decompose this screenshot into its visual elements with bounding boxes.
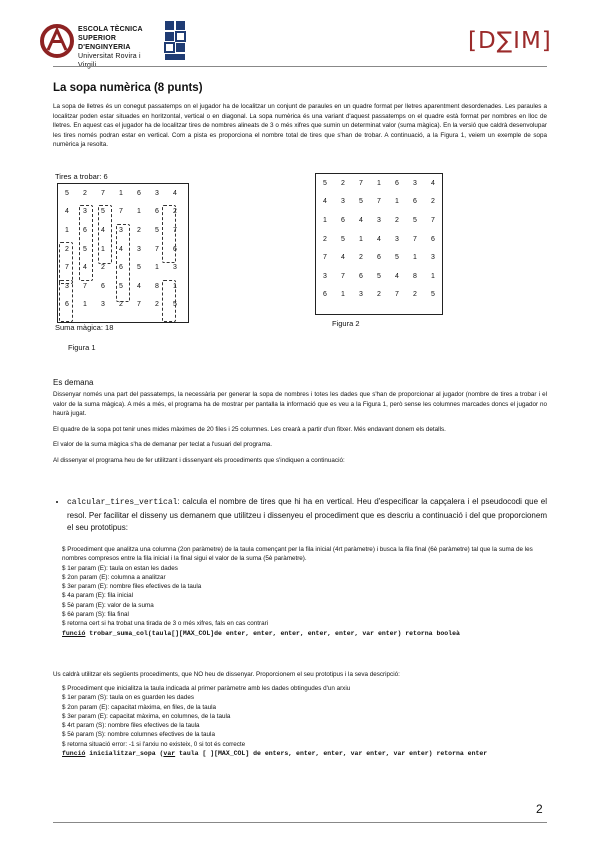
grid-cell: 2: [395, 216, 399, 224]
es-demana-block: [53, 390, 547, 466]
code-comment-line: $ 3er param (E): nombre files efectives de la taula: [62, 583, 202, 591]
grid-cell: 7: [431, 216, 435, 224]
grid-cell: 4: [101, 226, 105, 234]
code2-kw: funció: [62, 750, 86, 758]
es-demana-p1: Dissenyar només una part del passatemps, la necessària per generar la sopa de nombres i totes les dades que s'han de proporcionar al jugador (nombre de tires a trobar i el valor de la suma màgica). A més a més, el programa ha de mostrar per pantalla la informació que es veu a la Figura 1, però sense les columnes marcades doncs el jugador no haurà jugat.: [53, 391, 547, 418]
grid-cell: 5: [119, 282, 123, 290]
grid-cell: 5: [173, 301, 177, 309]
bullet-item: [67, 496, 547, 535]
grid-cell: 4: [431, 179, 435, 187]
grid-cell: 1: [119, 189, 123, 197]
code-comment-line: $ 6è param (S): fila final: [62, 611, 129, 619]
grid-cell: 7: [323, 254, 327, 262]
intro-block: [53, 102, 547, 150]
grid-cell: 3: [101, 301, 105, 309]
grid-cell: 6: [341, 216, 345, 224]
grid-cell: 2: [359, 254, 363, 262]
grid-cell: 6: [323, 291, 327, 299]
grid-cell: 2: [341, 179, 345, 187]
grid-cell: 6: [395, 179, 399, 187]
figure2-caption: Figura 2: [332, 319, 360, 328]
page-number: 2: [536, 802, 543, 816]
grid-cell: 5: [323, 179, 327, 187]
code-comment-line: $ 5è param (E): valor de la suma: [62, 601, 154, 609]
es-demana-p4: Al dissenyar el programa heu de fer utilitzant i dissenyant els procediments que s'indiquen a continuació:: [53, 456, 345, 464]
grid-cell: 4: [65, 208, 69, 216]
title-block: [53, 82, 547, 94]
grid-cell: 7: [377, 198, 381, 206]
code1-signature: [62, 629, 544, 638]
code-comment-line: $ 5è param (S): nombre columnes efectives de la taula: [62, 731, 215, 739]
grid-cell: 6: [65, 301, 69, 309]
grid-cell: 1: [101, 245, 105, 253]
code2-lines: [62, 684, 544, 749]
code-comment-line: $ 3er param (E): capacitat màxima, en columnes, de la taula: [62, 712, 231, 720]
grid-cell: 2: [173, 208, 177, 216]
header-divider: [53, 66, 547, 67]
es-demana-p3: El valor de la suma màgica s'ha de demanar per teclat a l'usuari del programa.: [53, 441, 273, 449]
grid-cell: 5: [395, 254, 399, 262]
grid-cell: 3: [341, 198, 345, 206]
code-block-1: [62, 545, 544, 638]
grid-cell: 3: [119, 226, 123, 234]
code2-sig-rest: taula [ ][MAX_COL] de enters, enter, enter, var enter, var enter) retorna enter: [175, 750, 488, 758]
code-comment-line: $ 4a param (E): fila inicial: [62, 592, 134, 600]
code1-sig-rest: trobar_suma_col(taula[][MAX_COL]de enter, enter, enter, enter, enter, var enter) retorna booleà: [85, 629, 460, 637]
grid-cell: 5: [341, 235, 345, 243]
grid-cell: 5: [359, 198, 363, 206]
page-title: La sopa numèrica (8 punts): [53, 82, 203, 94]
grid-cell: 2: [413, 291, 417, 299]
grid-cell: 5: [101, 208, 105, 216]
grid-cell: 5: [155, 226, 159, 234]
code-comment-line: $ Procediment que analitza una columna (2on paràmetre) de la taula començant per la fila inicial (4rt paràmetre) i busca la fila final (6è paràmetre) tal que la suma de les nombres compresos entre la fila inicial i la final sigui el valor de la suma (5è paràmetre).: [62, 546, 533, 563]
grid-cell: 4: [137, 282, 141, 290]
grid-cell: 6: [155, 208, 159, 216]
figure1-grid-box: [57, 183, 189, 323]
grid-cell: 6: [359, 272, 363, 280]
grid-cell: 3: [395, 235, 399, 243]
grid-cell: 7: [83, 282, 87, 290]
grid-cell: 7: [101, 189, 105, 197]
grid-cell: 4: [173, 189, 177, 197]
code-comment-line: $ 2on param (E): columna a analitzar: [62, 573, 166, 581]
code-block-2: [62, 684, 544, 758]
grid-cell: 6: [173, 245, 177, 253]
grid-cell: 3: [65, 282, 69, 290]
grid-cell: 2: [101, 264, 105, 272]
grid-cell: 7: [413, 235, 417, 243]
es-demana-heading: Es demana: [53, 378, 94, 387]
grid-cell: 4: [119, 245, 123, 253]
figure2-grid: [316, 174, 442, 304]
grid-cell: 5: [413, 216, 417, 224]
code-comment-line: $ Procediment que inicialitza la taula indicada al primer paràmetre amb les dades obtingudes d'un arxiu: [62, 685, 351, 692]
solution-mark: [162, 280, 176, 322]
solution-mark: [116, 224, 130, 302]
code1-kw: funció: [62, 629, 86, 637]
grid-cell: 2: [431, 198, 435, 206]
grid-cell: 8: [413, 272, 417, 280]
p5-block: [53, 670, 547, 680]
code-comment-line: $ 1er param (S): taula on es guarden les dades: [62, 694, 194, 702]
grid-cell: 7: [341, 272, 345, 280]
urv-logo-icon: [164, 20, 186, 62]
grid-cell: 5: [377, 272, 381, 280]
grid-cell: 3: [323, 272, 327, 280]
grid-cell: 1: [341, 291, 345, 299]
eset-line-2: D'ENGINYERIA: [78, 44, 131, 51]
footer-divider: [53, 822, 547, 823]
grid-cell: 3: [155, 189, 159, 197]
grid-cell: 3: [377, 216, 381, 224]
grid-cell: 3: [83, 208, 87, 216]
code-comment-line: $ 2on param (E): capacitat màxima, en files, de la taula: [62, 703, 217, 711]
eset-emblem-icon: [40, 24, 74, 58]
grid-cell: 3: [431, 254, 435, 262]
grid-cell: 3: [173, 264, 177, 272]
solution-mark: [59, 280, 73, 322]
grid-cell: 1: [137, 208, 141, 216]
solution-mark: [79, 205, 93, 281]
code-comment-line: $ 1er param (E): taula on estan les dades: [62, 564, 178, 572]
grid-cell: 8: [155, 282, 159, 290]
grid-cell: 1: [83, 301, 87, 309]
grid-cell: 2: [155, 301, 159, 309]
grid-cell: 6: [101, 282, 105, 290]
grid-cell: 4: [395, 272, 399, 280]
grid-cell: 6: [431, 235, 435, 243]
solution-mark: [162, 205, 176, 263]
grid-cell: 7: [395, 291, 399, 299]
grid-cell: 4: [359, 216, 363, 224]
suma-label: Suma màgica: 18: [55, 323, 114, 332]
grid-cell: 1: [395, 198, 399, 206]
grid-cell: 1: [173, 282, 177, 290]
grid-cell: 2: [377, 291, 381, 299]
grid-cell: 6: [377, 254, 381, 262]
solution-mark: [59, 242, 73, 284]
code2-signature: [62, 749, 544, 758]
solution-mark: [98, 205, 112, 264]
es-demana-p2: El quadre de la sopa pot tenir unes mides màximes de 20 files i 25 columnes. Les crearà a partir d'un fitxer. Més endavant donem els detalls.: [53, 425, 446, 433]
grid-cell: 6: [413, 198, 417, 206]
code2-sig-mid: inicialitzar_sopa (: [85, 750, 164, 758]
grid-cell: 5: [431, 291, 435, 299]
grid-cell: 4: [377, 235, 381, 243]
code-comment-line: $ 4rt param (S): nombre files efectives de la taula: [62, 722, 200, 730]
grid-cell: 1: [323, 216, 327, 224]
grid-cell: 7: [65, 264, 69, 272]
grid-cell: 5: [83, 245, 87, 253]
grid-cell: 4: [341, 254, 345, 262]
eset-text: [78, 25, 160, 70]
tires-label: Tires a trobar: 6: [55, 172, 108, 181]
grid-cell: 3: [413, 179, 417, 187]
eset-logo: [40, 22, 160, 69]
grid-cell: 3: [359, 291, 363, 299]
code-comment-line: $ retorna cert si ha trobat una tirada de 3 o més xifres, fals en cas contrari: [62, 620, 269, 628]
grid-cell: 7: [137, 301, 141, 309]
grid-cell: 2: [65, 245, 69, 253]
bullet-block: [53, 496, 547, 535]
bullet-text: : calcula el nombre de tires que hi ha en vertical. Heu d'especificar la capçalera i el pseudocodi que el resol. Per facilitar el disseny us demanem que utilitzeu i dissenyeu el procediment que es descriu a continuació i del que proporcionem el seu prototipus:: [67, 497, 547, 532]
eset-line-1: ESCOLA TÈCNICA SUPERIOR: [78, 26, 143, 42]
grid-cell: 7: [359, 179, 363, 187]
grid-cell: 6: [137, 189, 141, 197]
grid-cell: 7: [119, 208, 123, 216]
grid-cell: 1: [65, 226, 69, 234]
intro-paragraph: La sopa de lletres és un conegut passatemps on el jugador ha de localitzar un conjunt de paraules en un quadre format per lletres aparentment desordenades. Les paraules a localitzar poden estar situades en horitzontal, vertical o en diagonal. La sopa numèrica és una variant d'aquest passatemps on el quadre està format per nombres en lloc de lletres. En aquest cas el jugador ha de localitzar tires de nombres alineats de 3 o més xifres que sumin un determinat valor (suma màgica). En la versió que caldrà desenvolupar les tires només podran estar en vertical. Com a pista es proporciona el nombre total de tires que s'han de trobar. A continuació, a la Figura 1, veiem un exemple de sopa numèrica ja resolta.: [53, 103, 547, 149]
grid-cell: 1: [431, 272, 435, 280]
grid-cell: 1: [359, 235, 363, 243]
grid-cell: 7: [173, 226, 177, 234]
grid-cell: 1: [377, 179, 381, 187]
grid-cell: 1: [413, 254, 417, 262]
paragraph-5: Us caldrà utilitzar els següents procediments, que NO heu de dissenyar. Proporcionem el seu prototipus i la seva descripció:: [53, 671, 400, 678]
grid-cell: 4: [83, 264, 87, 272]
figure2-grid-box: [315, 173, 443, 315]
grid-cell: 5: [65, 189, 69, 197]
grid-cell: 1: [155, 264, 159, 272]
grid-cell: 3: [137, 245, 141, 253]
grid-cell: 5: [137, 264, 141, 272]
code2-sig-var: var: [163, 750, 176, 758]
grid-cell: 2: [323, 235, 327, 243]
bullet-fn-name: calcular_tires_vertical: [67, 498, 178, 507]
code1-lines: [62, 545, 544, 629]
grid-cell: 4: [323, 198, 327, 206]
grid-cell: 2: [83, 189, 87, 197]
grid-cell: 2: [119, 301, 123, 309]
eset-line-3: Universitat Rovira i Virgili: [78, 53, 141, 69]
grid-cell: 6: [83, 226, 87, 234]
figure1-caption: Figura 1: [68, 343, 96, 352]
grid-cell: 7: [155, 245, 159, 253]
grid-cell: 6: [119, 264, 123, 272]
grid-cell: 2: [137, 226, 141, 234]
code-comment-line: $ retorna situació error: -1 si l'arxiu no existeix, 0 si tot és correcte: [62, 740, 246, 748]
deim-logo: [D∑IM]: [468, 28, 552, 54]
